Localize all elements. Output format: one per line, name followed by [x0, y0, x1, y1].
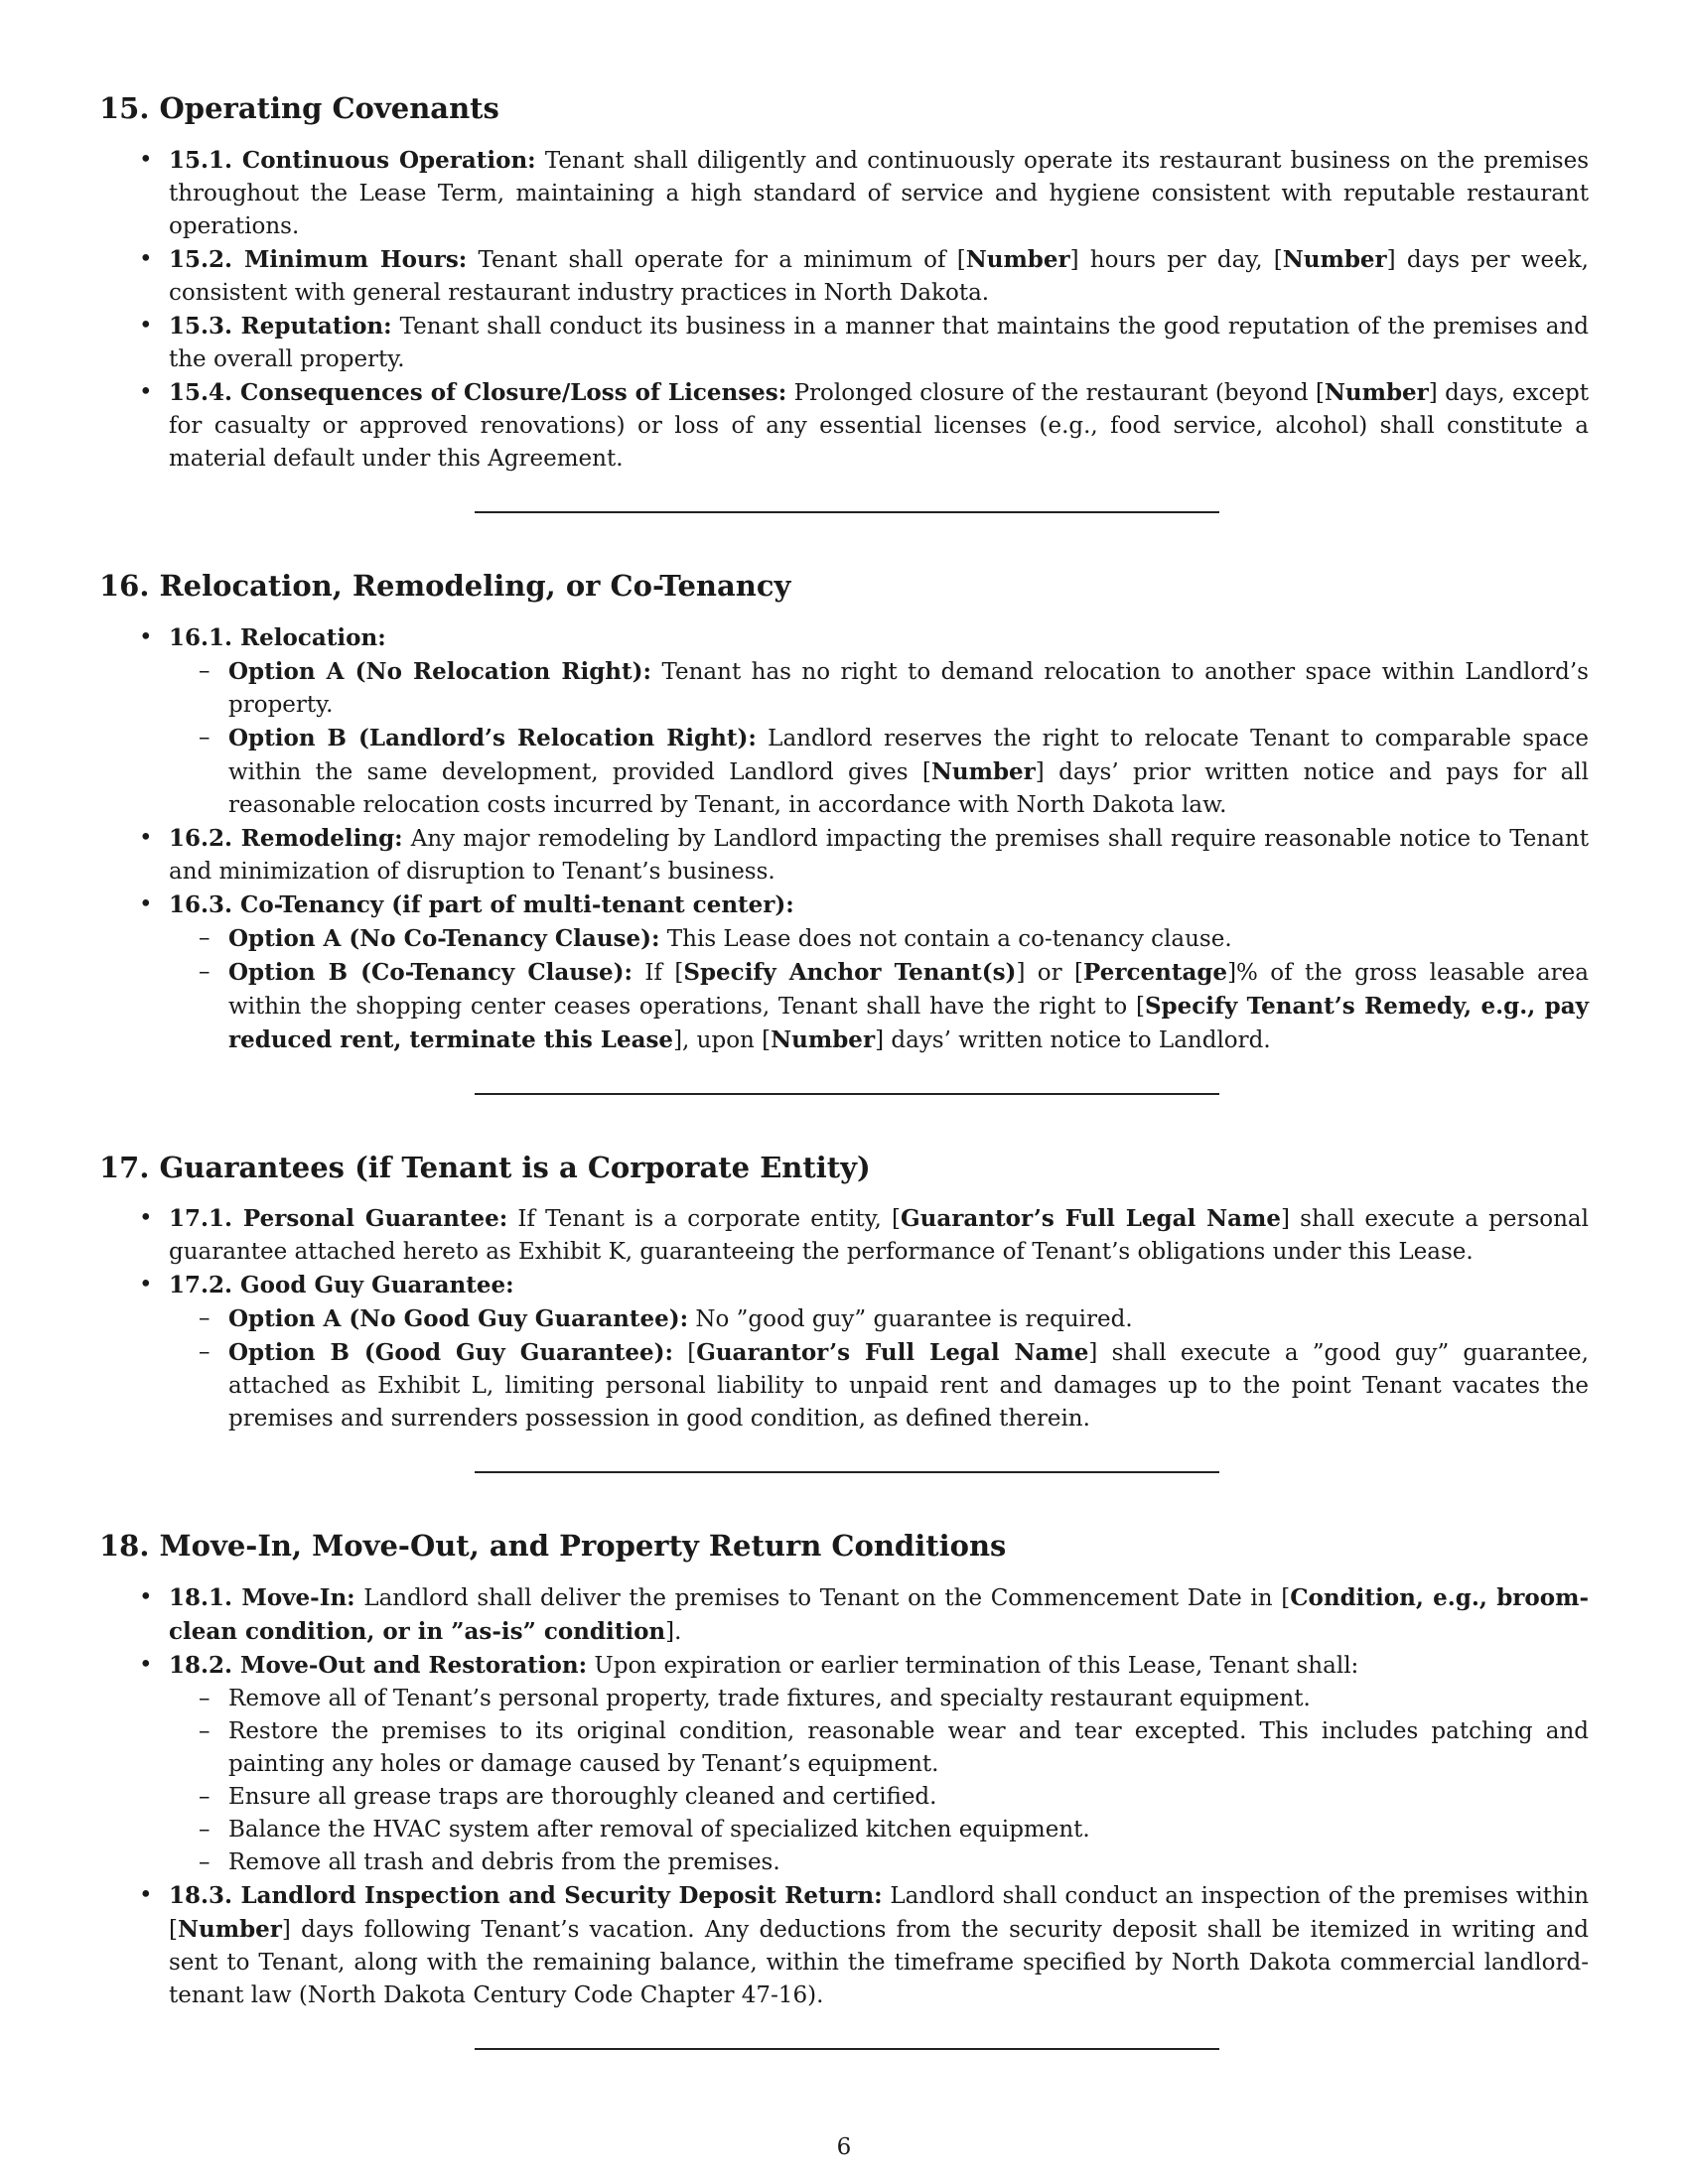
placeholder-field: Number — [965, 245, 1070, 273]
option-text: [ — [672, 1340, 697, 1367]
clause-label: 15.1. Continuous Operation: — [169, 146, 536, 174]
clause-17-1 — [99, 1202, 1589, 1269]
placeholder-field: Guarantor’s Full Legal Name — [900, 1205, 1281, 1233]
clause-16-2 — [99, 822, 1589, 888]
clause-text: ] days, except for casualty or approved renovations) or loss of any essential licenses (e.g., food service, alcohol) shall constitute a material default under this Agreement. — [169, 379, 1589, 472]
obligation-item: – Remove all trash and debris from the premises. — [169, 1846, 1589, 1879]
option-label: Option A (No Relocation Right): — [228, 657, 651, 685]
option-label: Option B (Landlord’s Relocation Right): — [228, 724, 757, 751]
clause-18-1 — [99, 1581, 1589, 1649]
option-text: Landlord reserves the right to relocate Tenant to comparable space within the same development, provided Landlord gives [ — [228, 725, 1589, 785]
option-label: Option B (Good Guy Guarantee): — [228, 1339, 673, 1367]
option-b — [169, 722, 1589, 822]
option-text: ]% of the gross leasable area within the shopping center ceases operations, Tenant shall have the right to [ — [228, 959, 1590, 1020]
obligation-list — [169, 1683, 1589, 1879]
obligation-item: – Remove all of Tenant’s personal property, trade fixtures, and specialty restaurant equipment. — [169, 1683, 1589, 1715]
option-b — [169, 1336, 1589, 1435]
clause-label: 18.1. Move-In: — [169, 1584, 355, 1612]
section-heading: 15. Operating Covenants — [99, 91, 499, 125]
clause-text: Tenant shall conduct its business in a manner that maintains the good reputation of the premises and the overall property. — [169, 313, 1589, 372]
clause-text: ] hours per day, [ — [1069, 246, 1283, 273]
placeholder-field: Number — [930, 757, 1036, 785]
clause-text: If Tenant is a corporate entity, [ — [507, 1206, 901, 1233]
obligation-item: – Restore the premises to its original condition, reasonable wear and tear excepted. This includes patching and painting any holes or damage caused by Tenant’s equipment. — [169, 1715, 1589, 1781]
clause-15-3 — [99, 310, 1589, 376]
placeholder-field: Number — [771, 1025, 876, 1053]
clause-16-3 — [99, 888, 1589, 1057]
option-text: ] or [ — [1016, 959, 1084, 986]
clause-list — [99, 1581, 1589, 2012]
clause-list — [99, 1202, 1589, 1435]
clause-text: ] days following Tenant’s vacation. Any deductions from the security deposit shall be itemized in writing and sent to Tenant, along with the remaining balance, within the timeframe specified by North Dakota commercial landlord-tenant law (North Dakota Century Code Chapter 47-16). — [169, 1917, 1589, 2009]
section-heading: 16. Relocation, Remodeling, or Co-Tenancy — [99, 568, 791, 603]
option-text: ], upon [ — [673, 1026, 772, 1053]
section-heading: 17. Guarantees (if Tenant is a Corporate Entity) — [99, 1150, 871, 1184]
option-label: Option A (No Co-Tenancy Clause): — [228, 924, 660, 952]
option-list — [169, 1302, 1589, 1435]
option-b — [169, 956, 1589, 1057]
option-text: This Lease does not contain a co-tenancy clause. — [659, 925, 1232, 952]
clause-label: 16.2. Remodeling: — [169, 824, 403, 852]
clause-18-2 — [99, 1649, 1589, 1879]
clause-list — [99, 144, 1589, 476]
section-divider — [475, 511, 1219, 513]
obligation-item: – Ensure all grease traps are thoroughly cleaned and certified. — [169, 1781, 1589, 1814]
option-a — [169, 1302, 1589, 1336]
placeholder-field: Condition, e.g., broom-clean condition, or in ”as-is” condition — [169, 1584, 1589, 1646]
clause-text: Upon expiration or earlier termination of this Lease, Tenant shall: — [587, 1653, 1359, 1680]
clause-18-3 — [99, 1879, 1589, 2012]
clause-label: 17.1. Personal Guarantee: — [169, 1205, 508, 1233]
clause-text: ] shall execute a personal guarantee attached hereto as Exhibit K, guaranteeing the performance of Tenant’s obligations under this Lease. — [169, 1206, 1589, 1266]
clause-15-2 — [99, 243, 1589, 310]
clause-17-2 — [99, 1269, 1589, 1435]
clause-list — [99, 621, 1589, 1057]
section-heading: 18. Move-In, Move-Out, and Property Return Conditions — [99, 1529, 1007, 1564]
option-list — [169, 655, 1589, 822]
section-18 — [99, 1529, 1589, 2050]
clause-label: 18.2. Move-Out and Restoration: — [169, 1652, 588, 1680]
section-divider — [475, 1093, 1219, 1095]
option-a — [169, 922, 1589, 956]
clause-text: ]. — [665, 1619, 682, 1646]
placeholder-field: Specify Anchor Tenant(s) — [683, 958, 1017, 986]
clause-label: 15.4. Consequences of Closure/Loss of Licenses: — [169, 378, 787, 406]
section-16 — [99, 569, 1589, 1095]
clause-label: 15.3. Reputation: — [169, 312, 392, 340]
clause-label: 15.2. Minimum Hours: — [169, 245, 468, 273]
option-text: ] days’ written notice to Landlord. — [875, 1026, 1271, 1053]
document-page — [99, 91, 1589, 2106]
option-text: No ”good guy” guarantee is required. — [688, 1306, 1133, 1333]
clause-text: Prolonged closure of the restaurant (beyond [ — [786, 379, 1325, 406]
option-a — [169, 655, 1589, 722]
section-17 — [99, 1151, 1589, 1474]
placeholder-field: Number — [1324, 378, 1429, 406]
clause-text: Tenant shall diligently and continuously operate its restaurant business on the premises throughout the Lease Term, maintaining a high standard of service and hygiene consistent with reputable restaurant operations. — [169, 147, 1589, 239]
option-text: ] shall execute a ”good guy” guarantee, attached as Exhibit L, limiting personal liability to unpaid rent and damages up to the point Tenant vacates the premises and surrenders possession in good condition, as defined therein. — [228, 1340, 1589, 1433]
section-15 — [99, 91, 1589, 513]
section-divider — [475, 1471, 1219, 1473]
clause-15-4 — [99, 376, 1589, 476]
clause-15-1 — [99, 144, 1589, 243]
clause-label: 16.1. Relocation: — [169, 623, 386, 651]
clause-label: 17.2. Good Guy Guarantee: — [169, 1272, 514, 1299]
option-text: Tenant has no right to demand relocation to another space within Landlord’s property. — [228, 658, 1589, 718]
option-label: Option B (Co-Tenancy Clause): — [228, 958, 633, 986]
clause-text: Landlord shall deliver the premises to Tenant on the Commencement Date in [ — [354, 1585, 1291, 1612]
placeholder-field: Number — [1282, 245, 1387, 273]
clause-text: ] days per week, consistent with general restaurant industry practices in North Dakota. — [169, 246, 1589, 306]
placeholder-field: Specify Tenant’s Remedy, e.g., pay reduced rent, terminate this Lease — [228, 992, 1589, 1053]
option-list — [169, 922, 1589, 1057]
clause-text: Landlord shall conduct an inspection of the premises within [ — [169, 1883, 1590, 1944]
clause-label: 18.3. Landlord Inspection and Security Deposit Return: — [169, 1882, 883, 1910]
option-text: If [ — [632, 959, 684, 986]
obligation-item: – Balance the HVAC system after removal of specialized kitchen equipment. — [169, 1814, 1589, 1846]
option-text: ] days’ prior written notice and pays for all reasonable relocation costs incurred by Tenant, in accordance with North Dakota law. — [228, 758, 1590, 818]
placeholder-field: Number — [177, 1916, 282, 1944]
clause-text: Any major remodeling by Landlord impacting the premises shall require reasonable notice to Tenant and minimization of disruption to Tenant’s business. — [169, 825, 1589, 885]
option-label: Option A (No Good Guy Guarantee): — [228, 1305, 689, 1333]
placeholder-field: Percentage — [1083, 958, 1228, 986]
placeholder-field: Guarantor’s Full Legal Name — [696, 1339, 1089, 1367]
clause-text: Tenant shall operate for a minimum of [ — [467, 246, 966, 273]
clause-label: 16.3. Co-Tenancy (if part of multi-tenant center): — [169, 890, 794, 918]
section-divider — [475, 2048, 1219, 2050]
clause-16-1 — [99, 621, 1589, 822]
page-number: 6 — [836, 2134, 852, 2160]
